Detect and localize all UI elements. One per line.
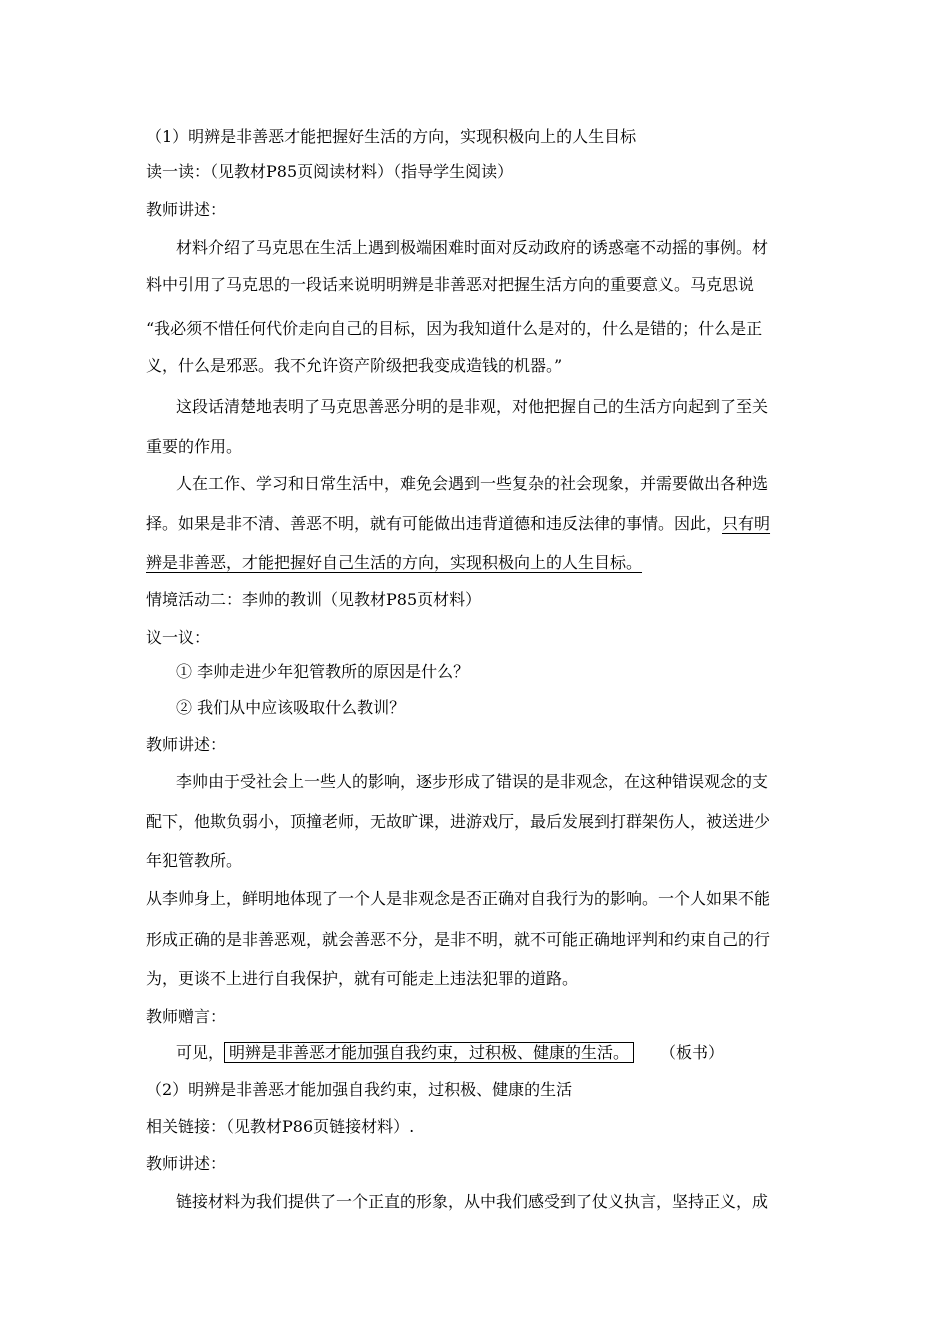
discussion-label: 议一议： (146, 628, 211, 647)
paragraph-line: 年犯管教所。 (146, 851, 243, 870)
blackboard-note: （板书） (660, 1043, 725, 1062)
paragraph-text: 择。如果是非不清、善恶不明，就有可能做出违背道德和违反法律的事情。因此， (146, 514, 723, 533)
paragraph-line: 形成正确的是非善恶观，就会善恶不分，是非不明，就不可能正确地评判和约束自己的行 (146, 930, 771, 949)
paragraph-line: 链接材料为我们提供了一个正直的形象，从中我们感受到了仗义执言，坚持正义，成 (176, 1192, 769, 1211)
paragraph-line (146, 552, 810, 574)
blackboard-summary-box: 明辨是非善恶才能加强自我约束，过积极、健康的生活。 (224, 1042, 634, 1063)
paragraph-line (146, 513, 810, 535)
paragraph-line: 李帅由于受社会上一些人的影响，逐步形成了错误的是非观念，在这种错误观念的支 (176, 772, 769, 791)
paragraph-line: 这段话清楚地表明了马克思善恶分明的是非观，对他把握自己的生活方向起到了至关 (176, 397, 769, 416)
discussion-question-1: ① 李帅走进少年犯管教所的原因是什么？ (176, 662, 470, 681)
paragraph-line: “我必须不惜任何代价走向自己的目标，因为我知道什么是对的，什么是错的；什么是正 (146, 319, 763, 338)
key-point-underlined: 只有明 (722, 514, 771, 533)
teacher-narration-label: 教师讲述： (146, 200, 227, 219)
paragraph-line: 配下，他欺负弱小，顶撞老师，无故旷课，进游戏厅，最后发展到打群架伤人，被送进少 (146, 812, 771, 831)
paragraph-line: 从李帅身上，鲜明地体现了一个人是非观念是否正确对自我行为的影响。一个人如果不能 (146, 889, 771, 908)
scenario-activity-heading: 情境活动二：李帅的教训（见教材P85页材料） (146, 590, 482, 609)
paragraph-line: 重要的作用。 (146, 437, 243, 456)
discussion-question-2: ② 我们从中应该吸取什么教训？ (176, 698, 406, 717)
related-link-prompt: 相关链接：（见教材P86页链接材料）. (146, 1117, 415, 1136)
teacher-narration-label: 教师讲述： (146, 1154, 227, 1173)
reading-prompt: 读一读：（见教材P85页阅读材料）（指导学生阅读） (146, 162, 514, 181)
paragraph-text: 可见， (176, 1043, 225, 1062)
paragraph-line: 料中引用了马克思的一段话来说明明辨是非善恶对把握生活方向的重要意义。马克思说 (146, 275, 755, 294)
teacher-narration-label: 教师讲述： (146, 735, 227, 754)
paragraph-line: 义，什么是邪恶。我不允许资产阶级把我变成造钱的机器。” (146, 356, 563, 375)
paragraph-line: 为，更谈不上进行自我保护，就有可能走上违法犯罪的道路。 (146, 969, 579, 988)
paragraph-line: 人在工作、学习和日常生活中，难免会遇到一些复杂的社会现象，并需要做出各种选 (176, 474, 769, 493)
boxed-summary-line (176, 1042, 840, 1064)
section-heading-1: （1）明辨是非善恶才能把握好生活的方向，实现积极向上的人生目标 (146, 127, 637, 146)
key-point-underlined: 辨是非善恶，才能把握好自己生活的方向，实现积极向上的人生目标。 (146, 553, 643, 572)
section-heading-2: （2）明辨是非善恶才能加强自我约束，过积极、健康的生活 (146, 1080, 573, 1099)
paragraph-line: 材料介绍了马克思在生活上遇到极端困难时面对反动政府的诱惑毫不动摇的事例。材 (176, 238, 769, 257)
teacher-message-label: 教师赠言： (146, 1007, 227, 1026)
